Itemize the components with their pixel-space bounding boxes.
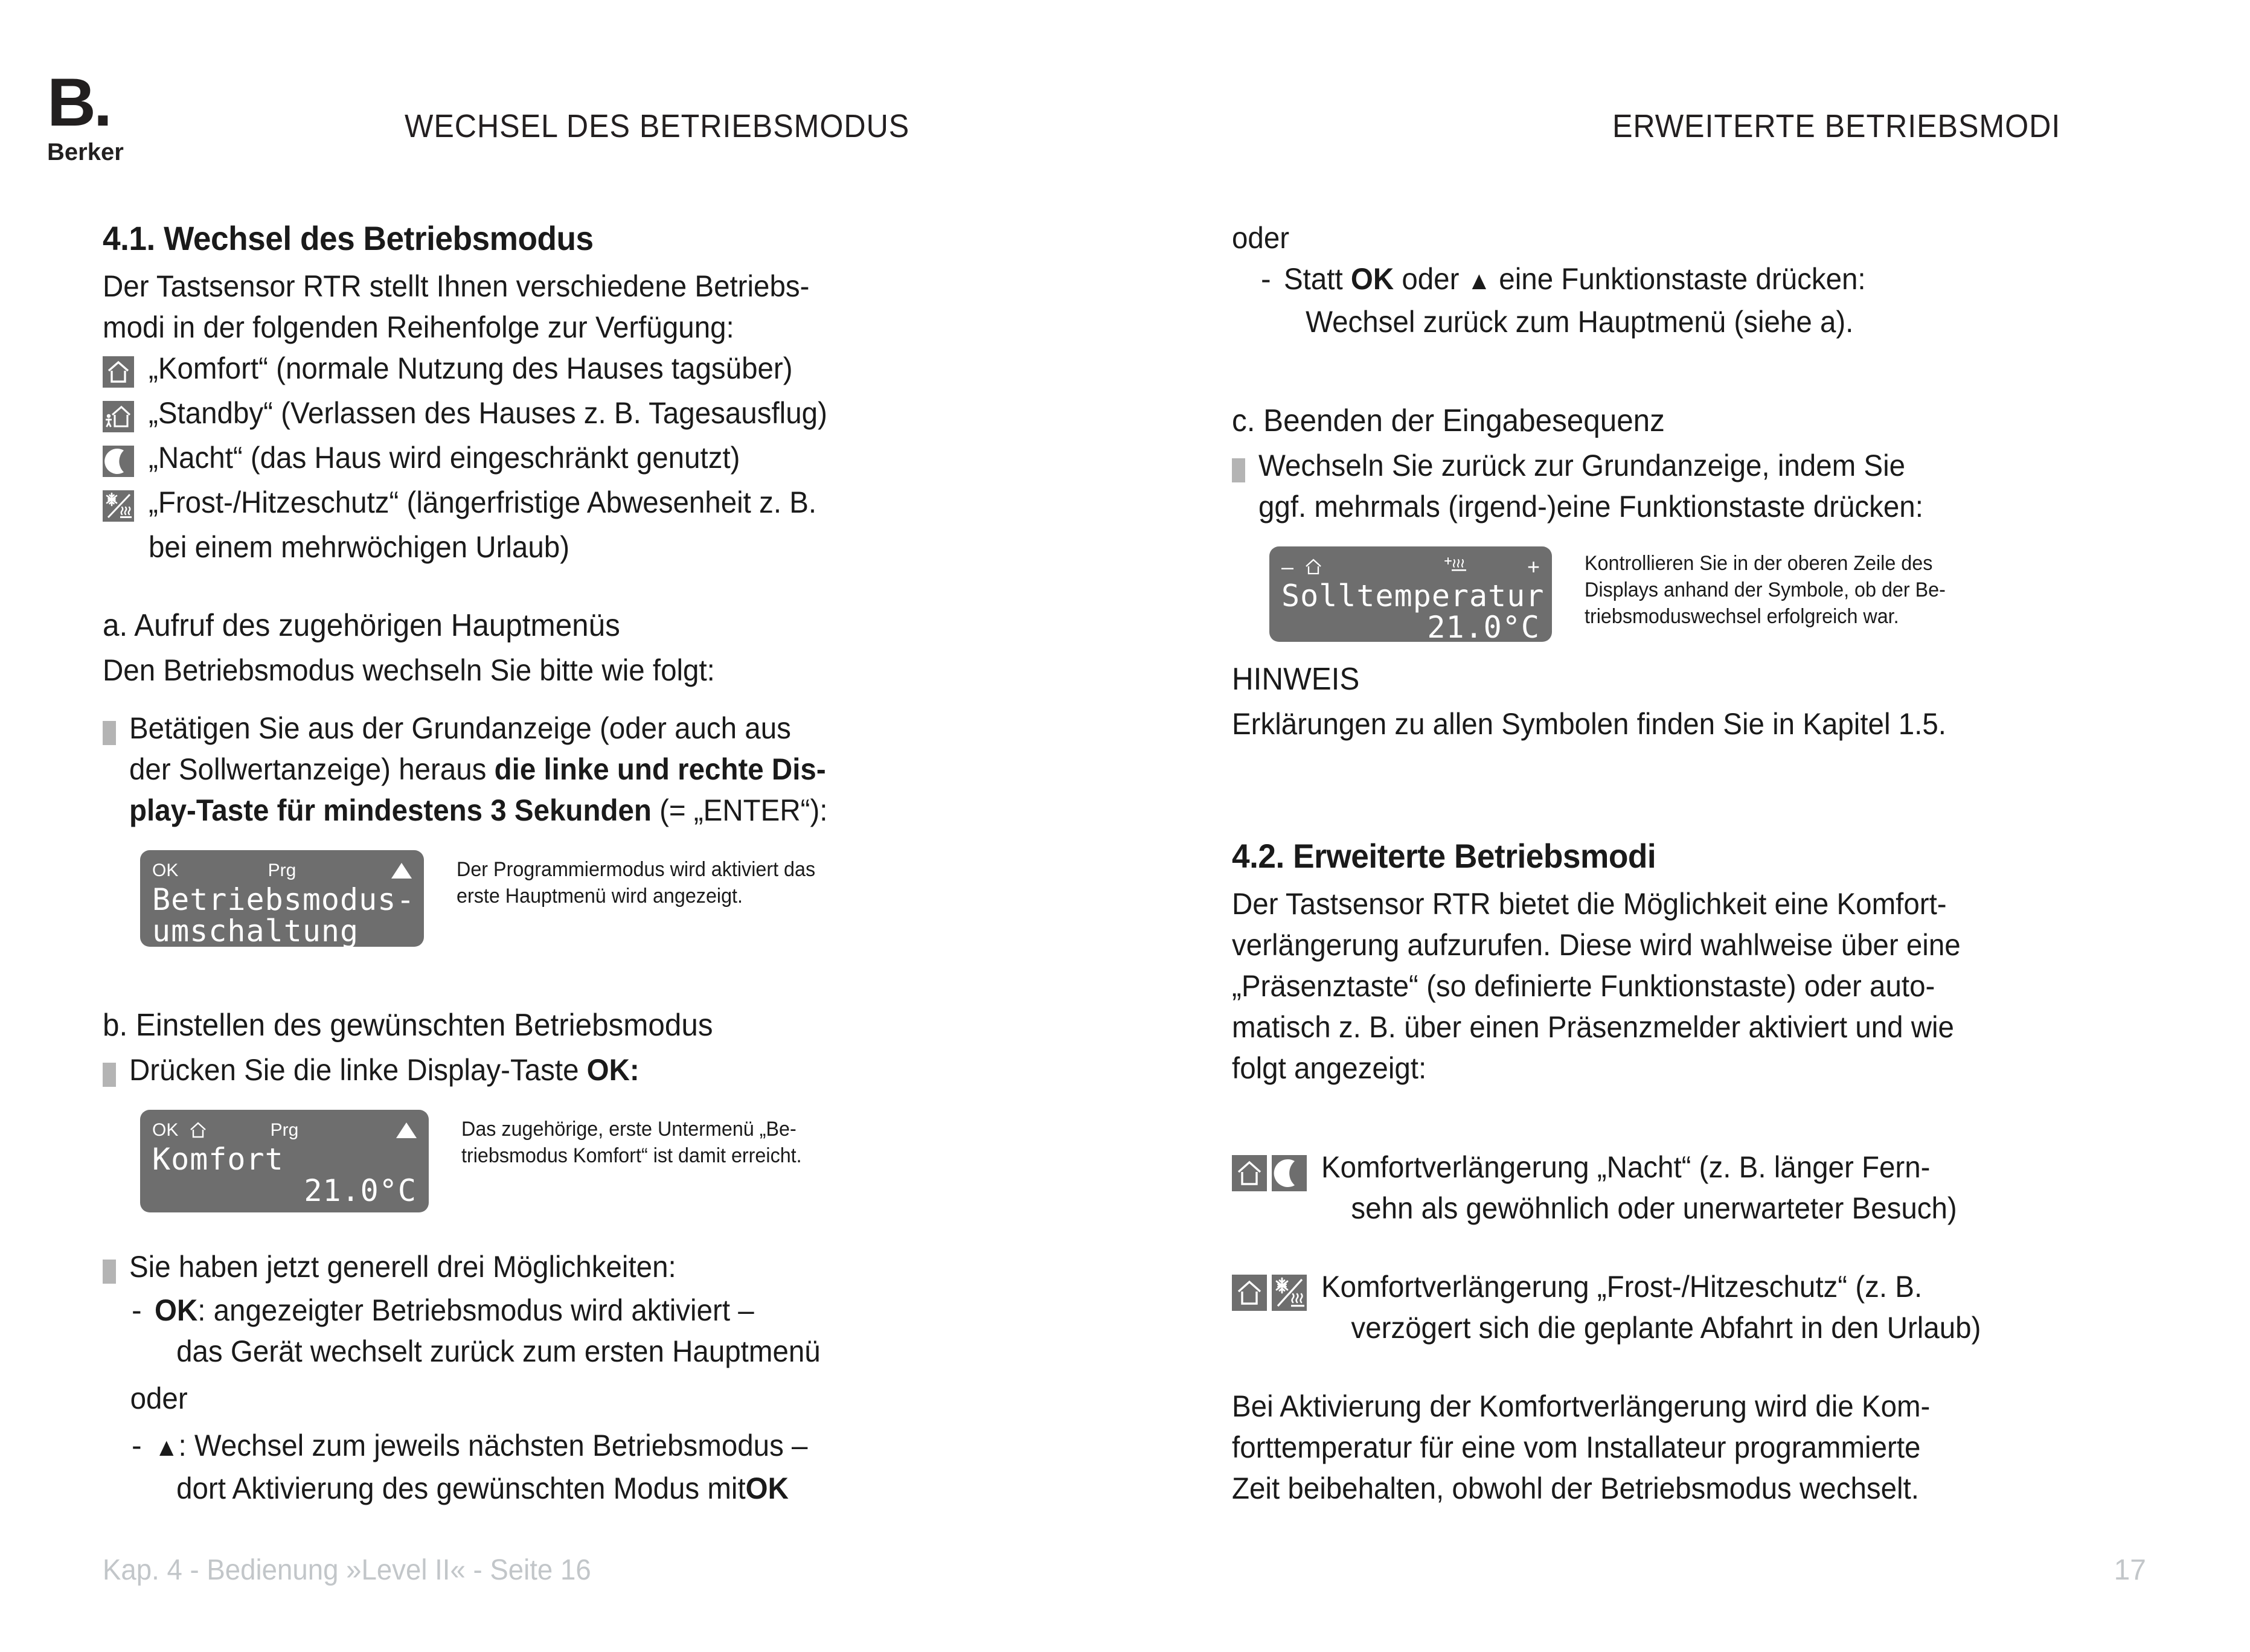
dash-marker: - [132,1293,142,1327]
ext-frost-line2: verzögert sich die geplante Abfahrt in den Urlaub) [1351,1311,1981,1345]
figure-display-1 [103,850,1045,947]
lcd-text-line-2: 21.0°C [1427,610,1540,645]
frost-heat-icon [103,490,134,522]
para-4-2-line-4: matisch z. B. über einen Präsenzmelder aktiviert und wie [1232,1010,1954,1044]
lcd-text-line-1: Betriebsmodus- [152,882,415,917]
option-arrow-line2-bold: OK [745,1471,789,1505]
step-a-bullet [103,708,1045,831]
step-c-line1: Wechseln Sie zurück zur Grundanzeige, indem Sie [1258,449,1906,482]
mode-label: „Standby“ (Verlassen des Hauses z. B. Tagesausflug) [149,396,827,430]
step-c-heading: c. Beenden der Eingabesequenz [1232,403,1665,438]
step-c-bullet-text [1258,445,2128,527]
logo-letter: B. [47,65,110,140]
para-4-2-line-2: verlängerung aufzurufen. Diese wird wahlweise über eine [1232,928,1961,962]
lcd-text-line-1: Solltemperatur [1281,578,1545,613]
para-4-2-line-5: folgt angezeigt: [1232,1051,1427,1085]
step-a-line1: Betätigen Sie aus der Grundanzeige (oder auch aus [129,711,791,745]
house-icon [1232,1155,1267,1191]
mode-icon-group [1232,1155,1307,1191]
caption-1-line-2: erste Hauptmenü wird angezeigt. [457,885,743,908]
lcd-ok-label: OK [152,1120,179,1140]
section-4-1-heading: 4.1. Wechsel des Betriebsmodus [103,219,594,257]
lcd-up-arrow-icon [396,1122,417,1138]
house-icon [188,1120,208,1141]
step-a-bullet-text [129,708,999,831]
mode-label: „Komfort“ (normale Nutzung des Hauses tagsüber) [149,351,793,385]
mode-list [103,348,1045,568]
mode-label-continuation: bei einem mehrwöchigen Urlaub) [149,530,570,564]
mode-item-nacht [103,437,1045,478]
closing-line-2: forttemperatur für eine vom Installateur programmierte [1232,1430,1921,1464]
figure-2-caption [461,1116,981,1169]
oder-left: oder [130,1381,188,1415]
header-title-left: WECHSEL DES BETRIEBSMODUS [405,108,910,144]
mode-icon-group [1232,1275,1307,1311]
step-a-line3-post: (= „ENTER“): [651,793,828,827]
house-icon [1303,557,1324,577]
step-a-heading: a. Aufruf des zugehörigen Hauptmenüs [103,608,620,643]
moon-icon [103,446,134,477]
footer-chapter-label: Kap. 4 - Bedienung »Level II« - Seite 16 [103,1554,591,1586]
frost-heat-icon [1272,1275,1307,1311]
up-arrow-icon: ▲ [155,1433,179,1461]
lcd-display-betriebsmodusumschaltung [140,850,424,947]
minus-icon: – [1281,554,1294,579]
dash-marker: - [132,1429,142,1462]
house-person-icon [103,401,134,432]
alt-option-text [1284,258,2129,342]
hinweis-heading: HINWEIS [1232,662,1360,697]
right-column [1232,217,2174,1509]
option-ok-bold: OK [155,1293,198,1327]
bullet-square-icon [103,1063,116,1087]
caption-3-line-1: Kontrollieren Sie in der oberen Zeile des [1585,552,1933,575]
ext-nacht-line2: sehn als gewöhnlich oder unerwarteter Besuch) [1351,1191,1957,1225]
caption-3-line-3: triebsmoduswechsel erfolgreich war. [1585,605,1899,628]
mode-item-frost-continuation [103,527,1045,568]
figure-3-caption [1585,550,2116,630]
extended-mode-frost [1232,1266,2174,1348]
extended-mode-text [1321,1147,2131,1229]
mode-label: „Frost-/Hitzeschutz“ (längerfristige Abwesenheit z. B. [149,485,817,519]
intro-line-2: modi in der folgenden Reihenfolge zur Verfügung: [103,310,734,344]
step-a-line3-bold: play-Taste für mindestens 3 Sekunden [129,793,652,827]
dash-marker: - [1261,262,1271,296]
house-icon [103,356,134,388]
left-column [103,217,1045,1509]
lcd-display-solltemperatur [1269,546,1552,645]
step-a-line2-bold: die linke und rechte Dis- [494,752,826,786]
step-b-bold: OK: [586,1053,639,1087]
figure-display-2 [103,1110,1045,1212]
step-b-pre: Drücken Sie die linke Display-Taste [129,1053,587,1087]
footer-page-number: 17 [2114,1554,2146,1586]
lcd-display-komfort [140,1110,429,1212]
page-footer [0,1531,2250,1652]
house-icon [1232,1275,1267,1311]
lcd-ok-label: OK [152,860,179,880]
page-header [0,0,2250,181]
mode-icon-group [103,446,134,477]
section-4-2-heading: 4.2. Erweiterte Betriebsmodi [1232,837,1656,875]
lcd-text-line-1: Komfort [152,1142,284,1177]
option-ok [103,1290,1045,1372]
para-4-2-line-3: „Präsenztaste“ (so definierte Funktionstaste) oder auto- [1232,969,1935,1003]
header-title-right: ERWEITERTE BETRIEBSMODI [1612,108,2061,144]
extended-mode-nacht [1232,1147,2174,1229]
intro-line-1: Der Tastsensor RTR stellt Ihnen verschiedene Betriebs- [103,269,810,303]
mode-icon-group [103,401,134,432]
step-c-line2: ggf. mehrmals (irgend-)eine Funktionstaste drücken: [1258,490,1923,523]
lcd-status-row [152,859,412,883]
heating-icon [1441,556,1467,578]
alt-line2: Wechsel zurück zum Hauptmenü (siehe a). [1306,305,1854,339]
lcd-up-arrow-icon [391,863,412,879]
step-b-heading: b. Einstellen des gewünschten Betriebsmodus [103,1008,713,1043]
mode-label: „Nacht“ (das Haus wird eingeschränkt genutzt) [149,441,740,475]
alt-post: eine Funktionstaste drücken: [1491,262,1866,296]
step-a-line2-pre: der Sollwertanzeige) heraus [129,752,495,786]
mode-item-komfort [103,348,1045,389]
alt-ok-bold: OK [1350,262,1394,296]
step-b-bullet-text [129,1049,999,1090]
bullet-square-icon [103,721,116,745]
mode-item-frost [103,482,1045,523]
mode-item-standby [103,392,1045,434]
option-arrow [103,1425,1045,1509]
lcd-text-line-2: 21.0°C [304,1173,417,1208]
plus-icon: + [1527,554,1540,579]
bullet-square-icon [1232,458,1245,482]
ext-nacht-line1: Komfortverlängerung „Nacht“ (z. B. länger Fern- [1321,1150,1931,1184]
alt-mid: oder [1394,262,1467,296]
bullet-square-icon [103,1260,116,1284]
caption-2-line-1: Das zugehörige, erste Untermenü „Be- [461,1118,796,1141]
closing-line-1: Bei Aktivierung der Komfortverlängerung wird die Kom- [1232,1389,1931,1423]
moon-icon [1272,1155,1307,1191]
option-ok-line2: das Gerät wechselt zurück zum ersten Hauptmenü [176,1334,821,1368]
closing-line-3: Zeit beibehalten, obwohl der Betriebsmodus wechselt. [1232,1471,1920,1505]
mode-icon-group [103,490,134,522]
lcd-text-line-2: umschaltung [152,914,359,949]
berker-logo [47,65,150,165]
mode-icon-group [103,356,134,388]
step-b-bullet [103,1049,1045,1090]
lcd-prg-label: Prg [268,860,296,880]
caption-3-line-2: Displays anhand der Symbole, ob der Be- [1585,578,1946,601]
figure-1-caption [457,856,976,909]
para-4-2-line-1: Der Tastsensor RTR bietet die Möglichkeit eine Komfort- [1232,887,1947,921]
options-bullet-text: Sie haben jetzt generell drei Möglichkeiten: [129,1250,676,1284]
option-ok-text [155,1290,1000,1372]
option-arrow-text [155,1425,1000,1509]
option-arrow-rest: : Wechsel zum jeweils nächsten Betriebsmodus – [178,1429,808,1462]
option-arrow-line2-pre: dort Aktivierung des gewünschten Modus mit [176,1471,746,1505]
caption-1-line-1: Der Programmiermodus wird aktiviert das [457,858,816,881]
logo-wordmark: Berker [47,139,124,165]
option-ok-rest: : angezeigter Betriebsmodus wird aktiviert – [197,1293,754,1327]
up-arrow-icon: ▲ [1467,266,1492,295]
hinweis-text: Erklärungen zu allen Symbolen finden Sie in Kapitel 1.5. [1232,707,1946,741]
step-c-bullet [1232,445,2174,527]
lcd-status-row [152,1118,417,1142]
lcd-status-row [1281,555,1540,579]
extended-mode-text [1321,1266,2131,1348]
options-bullet [103,1246,1045,1287]
step-a-intro: Den Betriebsmodus wechseln Sie bitte wie folgt: [103,653,715,687]
lcd-prg-label: Prg [270,1120,299,1140]
caption-2-line-2: triebsmodus Komfort“ ist damit erreicht. [461,1144,802,1167]
alt-option [1232,258,2174,342]
ext-frost-line1: Komfortverlängerung „Frost-/Hitzeschutz“ (z. B. [1321,1270,1923,1304]
alt-pre: Statt [1284,262,1351,296]
figure-display-3 [1232,546,2174,645]
oder-right: oder [1232,221,1290,255]
